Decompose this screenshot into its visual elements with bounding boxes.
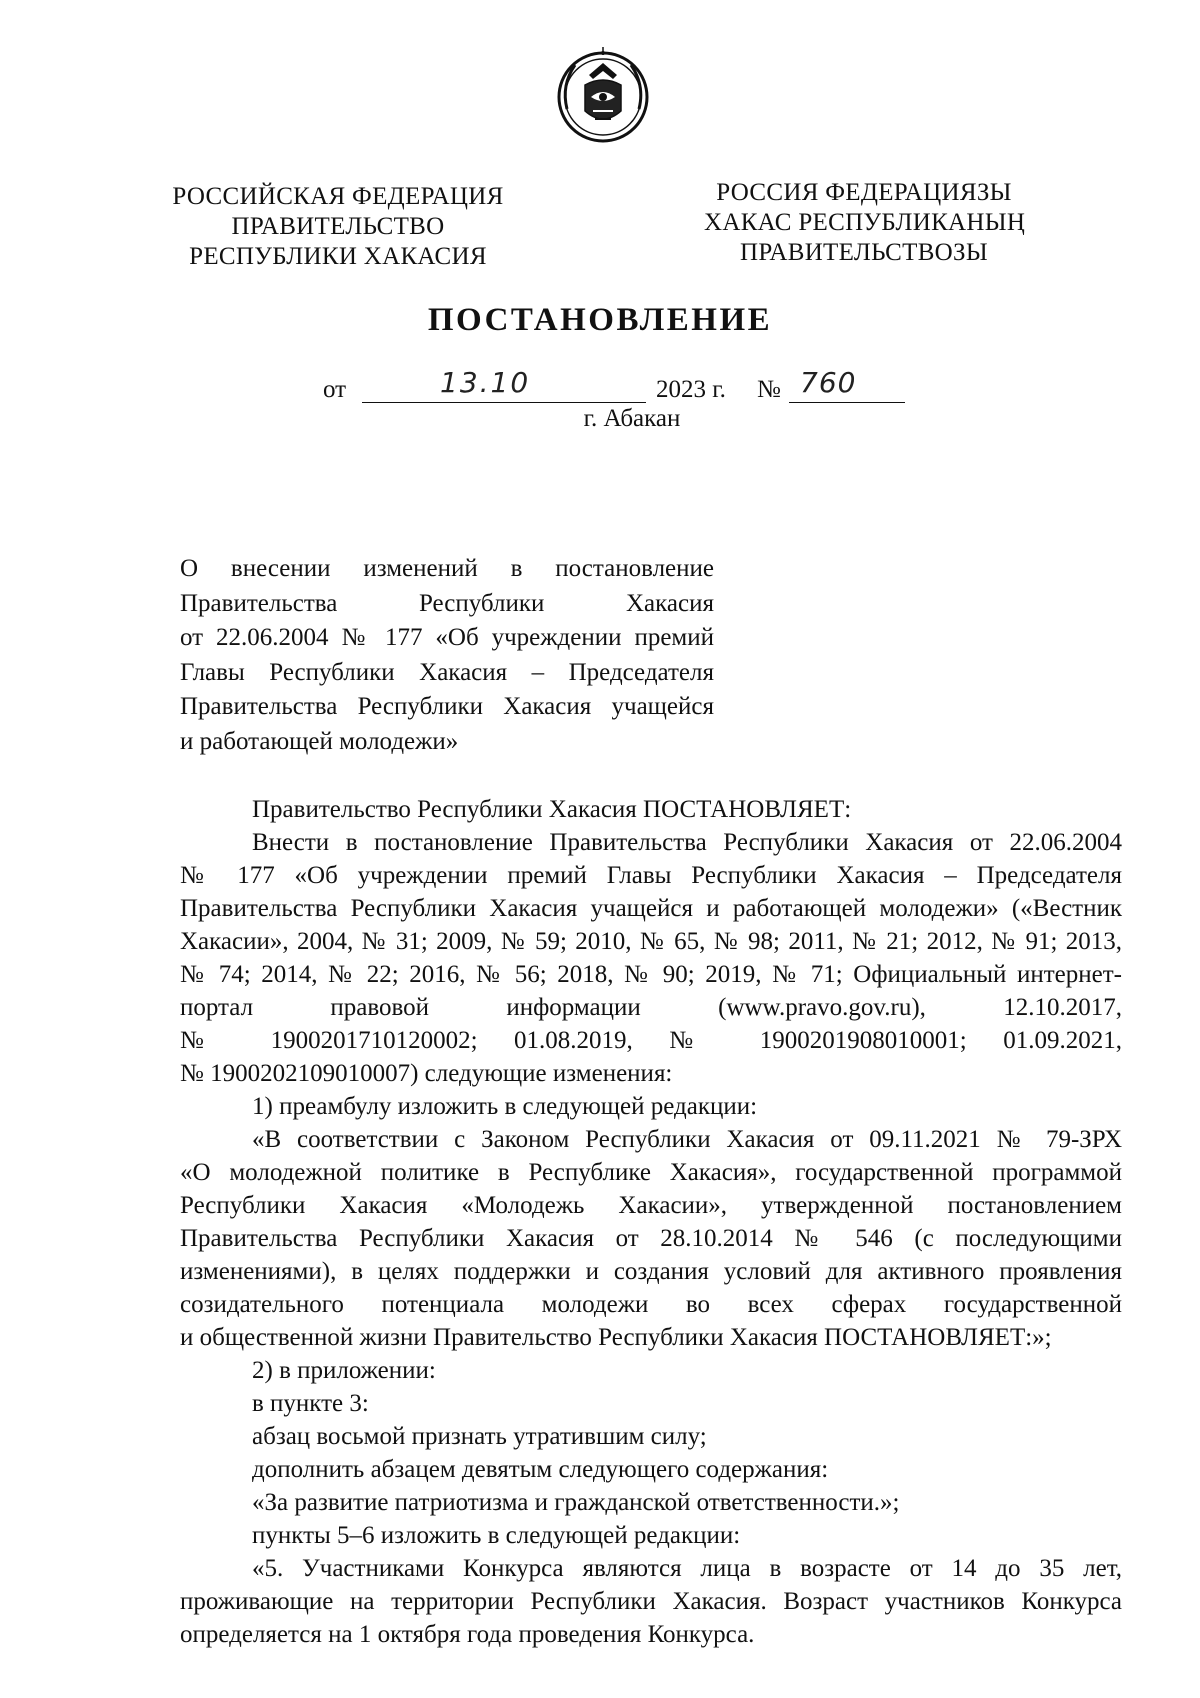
body-line: Республики Хакасия «Молодежь Хакасии», утвержденной постановлением	[180, 1192, 1122, 1219]
number-underline	[789, 402, 905, 403]
body-line: Правительства Республики Хакасия от 28.10.2014 № 546 (с последующими	[180, 1225, 1122, 1252]
body-line: Хакасии», 2004, № 31; 2009, № 59; 2010, № 65, № 98; 2011, № 21; 2012, № 91; 2013,	[180, 928, 1122, 955]
header-right-line: ХАКАС РЕСПУБЛИКАНЫҢ	[704, 209, 1026, 236]
body-line: Правительство Республики Хакасия ПОСТАНОВЛЯЕТ:	[252, 796, 852, 823]
city-label: г. Абакан	[583, 405, 681, 432]
document-body	[180, 793, 1122, 1651]
body-line: и общественной жизни Правительство Республики Хакасия ПОСТАНОВЛЯЕТ:»;	[180, 1324, 1052, 1351]
body-line: в пункте 3:	[252, 1390, 369, 1417]
body-line: «За развитие патриотизма и гражданской ответственности.»;	[252, 1489, 900, 1516]
body-line: дополнить абзацем девятым следующего содержания:	[252, 1456, 829, 1483]
body-line: созидательного потенциала молодежи во всех сферах государственной	[180, 1291, 1122, 1318]
year-label: 2023 г.	[656, 376, 726, 403]
subject-line: О внесении изменений в постановление	[180, 555, 714, 582]
body-line: Правительства Республики Хакасия учащейся и работающей молодежи» («Вестник	[180, 895, 1122, 922]
subject-block	[180, 552, 714, 759]
number-label: №	[757, 376, 781, 403]
body-line: 1) преамбулу изложить в следующей редакции:	[252, 1093, 758, 1120]
body-line: «5. Участниками Конкурса являются лица в возрасте от 14 до 35 лет,	[252, 1555, 1122, 1582]
date-underline	[362, 402, 646, 403]
city	[0, 405, 1200, 433]
body-line: проживающие на территории Республики Хакасия. Возраст участников Конкурса	[180, 1588, 1122, 1615]
subject-line: от 22.06.2004 № 177 «Об учреждении премий	[180, 624, 714, 651]
body-line: «В соответствии с Законом Республики Хакасия от 09.11.2021 № 79-ЗРХ	[252, 1126, 1122, 1153]
header-left-line: ПРАВИТЕЛЬСТВО	[231, 213, 445, 240]
body-line: № 1900202109010007) следующие изменения:	[180, 1060, 673, 1087]
handwritten-number: 760	[800, 366, 857, 399]
body-line: абзац восьмой признать утратившим силу;	[252, 1423, 707, 1450]
body-line: определяется на 1 октября года проведения Конкурса.	[180, 1621, 755, 1648]
handwritten-date: 13.10	[440, 366, 531, 399]
header-left-line: РОССИЙСКАЯ ФЕДЕРАЦИЯ	[172, 183, 504, 210]
body-line: № 177 «Об учреждении премий Главы Республики Хакасия – Председателя	[180, 862, 1122, 889]
body-line: Внести в постановление Правительства Республики Хакасия от 22.06.2004	[252, 829, 1122, 856]
body-line: «О молодежной политике в Республике Хакасия», государственной программой	[180, 1159, 1122, 1186]
date-line	[0, 366, 1200, 406]
header-right-line: РОССИЯ ФЕДЕРАЦИЯЗЫ	[716, 179, 1012, 206]
body-line: 2) в приложении:	[252, 1357, 436, 1384]
body-line: № 74; 2014, № 22; 2016, № 56; 2018, № 90; 2019, № 71; Официальный интернет-	[180, 961, 1122, 988]
header-left-line: РЕСПУБЛИКИ ХАКАСИЯ	[189, 243, 487, 270]
subject-line: Правительства Республики Хакасия учащейся	[180, 693, 714, 720]
body-line: портал правовой информации (www.pravo.gov.ru), 12.10.2017,	[180, 994, 1122, 1021]
subject-line: Главы Республики Хакасия – Председателя	[180, 658, 714, 686]
body-line: пункты 5–6 изложить в следующей редакции:	[252, 1522, 741, 1549]
coat-of-arms-icon	[555, 45, 651, 145]
from-label: от	[323, 376, 347, 403]
header-right-line: ПРАВИТЕЛЬСТВОЗЫ	[740, 239, 988, 266]
header-left	[172, 182, 504, 272]
body-line: изменениями), в целях поддержки и создания условий для активного проявления	[180, 1258, 1122, 1285]
header-right	[704, 178, 1024, 268]
body-line: № 1900201710120002; 01.08.2019, № 1900201908010001; 01.09.2021,	[180, 1027, 1122, 1054]
document-title: ПОСТАНОВЛЕНИЕ	[427, 302, 773, 338]
subject-line: Правительства Республики Хакасия	[180, 589, 714, 617]
subject-line: и работающей молодежи»	[180, 727, 459, 755]
